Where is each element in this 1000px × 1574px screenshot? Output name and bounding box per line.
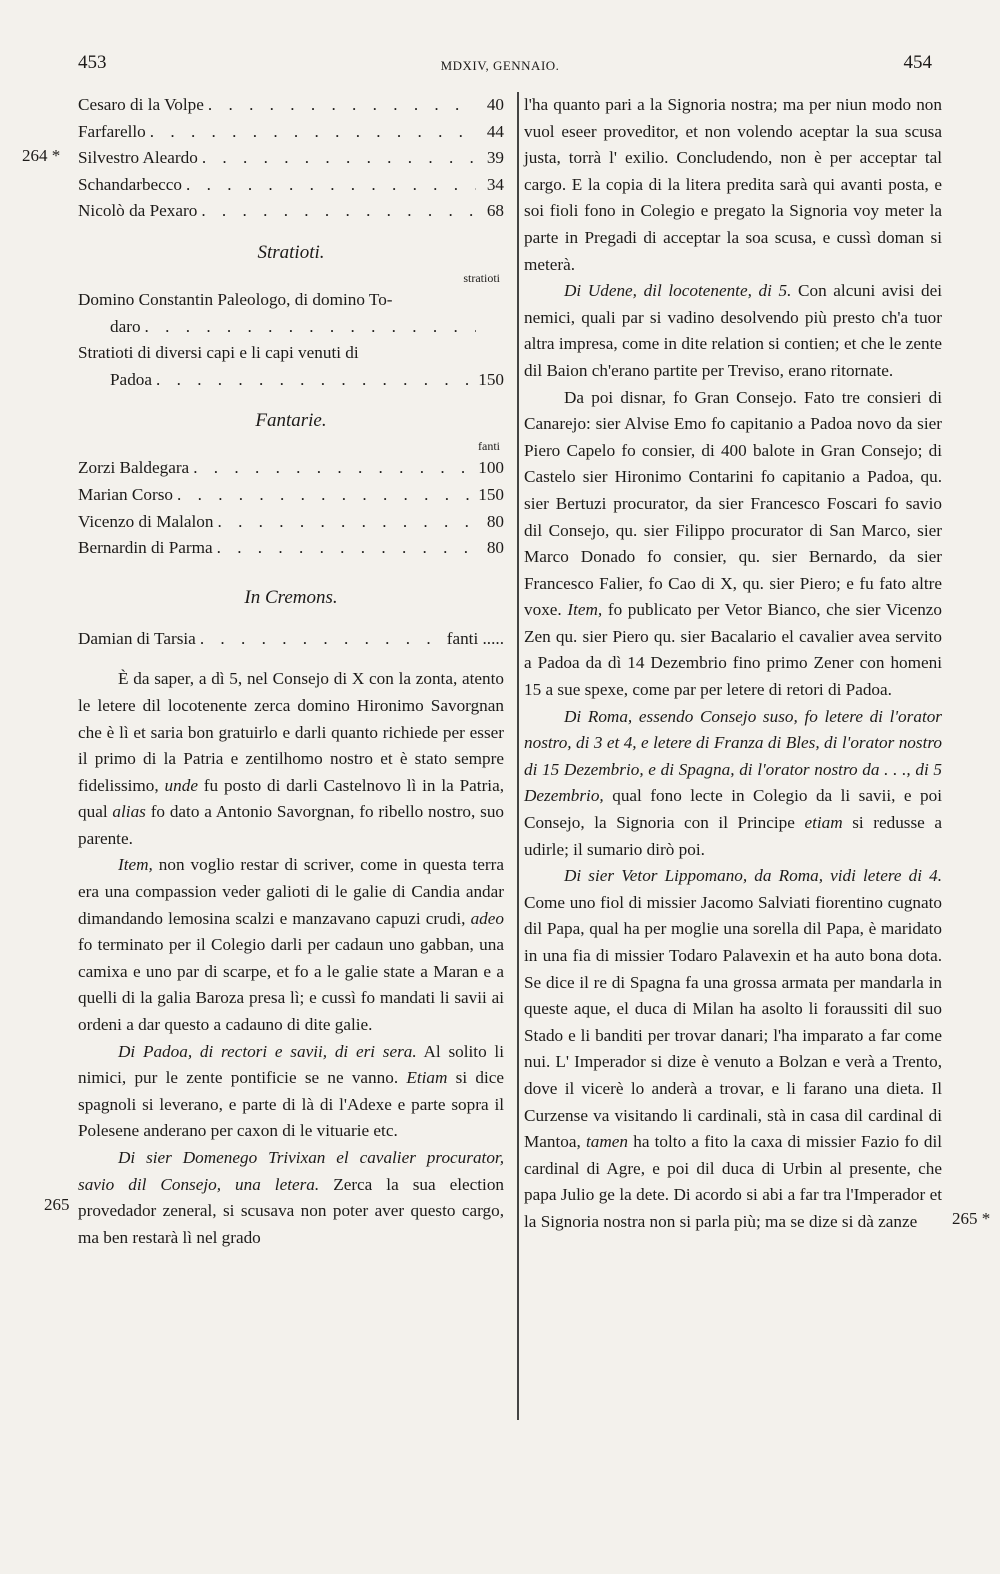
list-item-name: Farfarello: [78, 121, 146, 141]
text-run: fo terminato per il Colegio darli per cadaun uno gabban, una camixa e uno par di scarpe, et fo a le galie state a Maran e a quelli di la galia Baroza presa lì; e cussì fo mandati li savii ai ordeni a dar questo a cadauno di dite galie.: [78, 935, 504, 1035]
leader-dots: [198, 145, 476, 172]
leader-dots: [152, 367, 476, 394]
paragraph: [524, 385, 942, 704]
list-item-value: 39: [486, 148, 504, 168]
section-heading-cremons: In Cremons.: [244, 586, 338, 608]
left-column: [78, 92, 504, 1251]
list-item-name: Schandarbecco: [78, 174, 183, 194]
list-item-value: 150: [478, 369, 504, 389]
text-run: Zerca la sua election provedador zeneral, si scusava non poter aver questo cargo, ma ben restarà lì nel grado: [78, 1174, 505, 1247]
text-run-italic: alias: [112, 802, 146, 822]
list-item-value: 80: [486, 538, 504, 558]
text-run: fo publicato per Vetor Bianco, che sier Vicenzo Zen qu. sier Piero qu. sier Bacalario el cavalier avea servito a Padoa da dì 14 Dezembrio fino primo Zener con homeni 15 a sue spexe, come par per letere di retori di Padoa.: [524, 600, 943, 700]
list-item: [78, 287, 504, 314]
list-item-name: Padoa: [110, 369, 153, 389]
unit-label: fanti: [478, 439, 500, 454]
list-item: [78, 626, 504, 653]
list-item-value: 68: [486, 201, 504, 221]
text-run-italic: Di sier Vetor Lippomano, da Roma, vidi letere di 4.: [564, 866, 942, 886]
running-title: MDXIV, GENNAIO.: [440, 58, 560, 73]
paragraph: [524, 863, 942, 1235]
list-item: [78, 119, 504, 146]
text-run-italic: Di Roma, essendo Consejo suso, fo letere di l'orator nostro, di 3 et 4, e letere di Franza di Bles, di l'orator nostro di 15 Dezembrio, e di Spagna, di l'orator nostro da . . ., di 5 Dezembrio,: [524, 706, 942, 806]
text-run-italic: adeo: [470, 908, 504, 928]
paragraph: [524, 704, 942, 864]
paragraph: [78, 1145, 504, 1251]
text-run: non voglio restar di scriver, come in questa terra era una compassion veder galioti di le galie di Candia andar dimandando lemosina scalzi e manzavano capuzi crudi,: [78, 855, 504, 928]
text-run-italic: Di sier Domenego Trivixan el cavalier procurator, savio dil Consejo, una letera.: [78, 1148, 504, 1194]
paragraph: [524, 278, 942, 384]
list-item-value: fanti .....: [446, 628, 504, 648]
text-run-italic: Item,: [118, 855, 153, 875]
list-item-name: Damian di Tarsia: [78, 628, 196, 648]
list-item-name: Cesaro di la Volpe: [78, 95, 204, 114]
list-item-name: Silvestro Aleardo: [78, 148, 198, 168]
leader-dots: [182, 172, 476, 199]
text-run-italic: Item,: [567, 600, 603, 620]
list-item-value: 34: [486, 174, 504, 194]
list-item-name: Vicenzo di Malalon: [78, 511, 214, 531]
text-run-italic: Etiam: [406, 1068, 448, 1088]
list-item: [78, 145, 504, 172]
text-run: fo dato a Antonio Savorgnan, fo ribello nostro, suo parente.: [78, 802, 505, 848]
list-item-name: Nicolò da Pexaro: [78, 201, 198, 221]
list-item: [78, 535, 504, 562]
text-run-italic: Di Padoa, di rectori e savii, di eri sera.: [118, 1041, 417, 1061]
leader-dots: [197, 198, 476, 225]
list-item: [78, 198, 504, 225]
list-item-name: Marian Corso: [78, 484, 173, 504]
text-run-italic: etiam: [804, 813, 843, 833]
section-heading-fantarie: Fantarie.: [255, 410, 327, 432]
list-item: [78, 172, 504, 199]
margin-number: 264 *: [22, 146, 61, 165]
list-item-name: Zorzi Baldegara: [78, 458, 190, 478]
text-run: Al solito li nimici, pur le zente pontificie se ne vanno.: [78, 1041, 504, 1088]
margin-number: 265: [44, 1195, 70, 1214]
text-run-italic: tamen: [586, 1132, 629, 1152]
list-item: [78, 92, 504, 119]
right-column: [524, 92, 942, 1236]
text-run: Da poi disnar, fo Gran Consejo. Fato tre consieri di Canarejo: sier Alvise Emo fo capitanio a Padoa novo da sier Piero Capelo fo consier, di 400 balote in Gran Consejo; di Castelo sier Hironimo Contarini fo capitanio a Padoa, qu. sier Bertuzi procurator, da sier Francesco Foscari fo savio dil Consejo, qu. sier Filippo procurator di San Marco, sier Marco Donado fo consier, qu. sier Bernardo, da sier Francesco Falier, fo Cao di X, qu. sier Piero; e fu fato altre voxe.: [524, 387, 942, 620]
list-item: [78, 509, 504, 536]
list-item-value: 100: [478, 458, 504, 478]
leader-dots: [146, 119, 476, 146]
leader-dots: [196, 626, 447, 653]
list-item-value: 80: [486, 511, 504, 531]
list-item-name: daro: [110, 316, 141, 336]
list-item-value: 40: [486, 95, 504, 114]
list-item-name: Bernardin di Parma: [78, 538, 213, 558]
paragraph: [78, 666, 504, 852]
text-run: ha tolto a fito la caxa di missier Fazio fo dil cardinal di Agre, e poi dil duca di Urbin al presente, che papa Julio ge la dete. Di acordo si abi a far tra l'Imperador et la Signoria nostra non si parla più; ma se dize si dà zanze: [524, 1132, 943, 1231]
leader-dots: [213, 509, 476, 536]
text-run: fu posto di darli Castelnovo lì in la Patria, qual: [78, 775, 504, 822]
leader-dots: [213, 535, 476, 562]
text-run: È da saper, a dì 5, nel Consejo di X con la zonta, atento le letere dil locotenente zerca domino Hironimo Savorgnan che è lì et saria bon gratuirlo e darli quanto richiede per esser il primo di la Patria e zentilhomo nostro et è stato sempre fidelissimo,: [78, 669, 504, 795]
text-run: Con alcuni avisi dei nemici, quali par si vadino desolvendo più presto ch'a tuor altra impresa, come in dite relation si contien; et che le zente dil Baion ch'erano partite per Treviso, erano ritornate.: [524, 281, 942, 380]
list-item-name: Stratioti di diversi capi e li capi venuti di: [78, 343, 359, 363]
paragraph: [78, 852, 504, 1038]
section-heading-stratioti: Stratioti.: [257, 241, 325, 263]
page-number-right: 454: [903, 52, 932, 73]
unit-label: stratioti: [463, 270, 500, 285]
list-item: [78, 482, 504, 509]
leader-dots: [189, 455, 476, 482]
page-number-left: 453: [78, 52, 107, 73]
margin-number: 265 *: [952, 1209, 991, 1228]
text-run: si redusse a udirle; il sumario dirò poi.: [524, 813, 943, 859]
list-item-value: 150: [478, 484, 504, 504]
column-divider: [517, 92, 519, 1420]
list-item: [78, 340, 504, 367]
text-run: l'ha quanto pari a la Signoria nostra; ma per niun modo non vuol eseer proveditor, et non volendo aceptar la sua scusa justa, torrà l' exilio. Concludendo, non è per acceptar tal cargo. E la copia di la litera predita sarà qui avanti posta, e soi fioli fono in Colegio e pregato la Signoria voy meter la parte in Pregadi di acceptar la soa scusa, e cussì doman si meterà.: [524, 95, 942, 274]
list-item: [78, 367, 504, 394]
text-run-italic: unde: [164, 775, 198, 795]
list-top: [78, 92, 504, 225]
list-item-name: Domino Constantin Paleologo, di domino To-: [78, 289, 393, 309]
text-run: si dice spagnoli si leverano, e parte di là di l'Adexe e parte sopra il Polesene anderano per caxon di le vituarie etc.: [78, 1068, 504, 1141]
leader-dots: [141, 314, 476, 341]
paragraph: [78, 1039, 504, 1145]
text-run-italic: Di Udene, dil locotenente, di 5.: [564, 281, 792, 301]
paragraph: [524, 92, 942, 278]
leader-dots: [173, 482, 476, 509]
list-item: [78, 314, 504, 341]
text-run: Come uno fiol di missier Jacomo Salviati fiorentino cugnato dil Papa, qual ha per moglie una sorella dil Papa, è maridato in una fia di missier Todaro Palavexin et ha auto bona dota. Se dice il re di Spagna fa una grossa armata per mandarla in queste aque, el duca di Milan ha asolto li foraussiti dil suo Stado e li banditi per trovar danari; l'ha imparato a far come nui. L' Imperador si dize è venuto a Bolzan e verà a Trento, dove il vicerè lo anderà a trovar, e li farano una dieta. Il Curzense va visitando li cardinali, stà in casa dil cardinal di Mantoa,: [524, 892, 942, 1152]
list-item-value: 44: [486, 121, 504, 141]
leader-dots: [204, 92, 476, 119]
text-run: qual fono lecte in Colegio da li savii, e poi Consejo, la Signoria con il Principe: [524, 786, 942, 833]
list-item: [78, 455, 504, 482]
